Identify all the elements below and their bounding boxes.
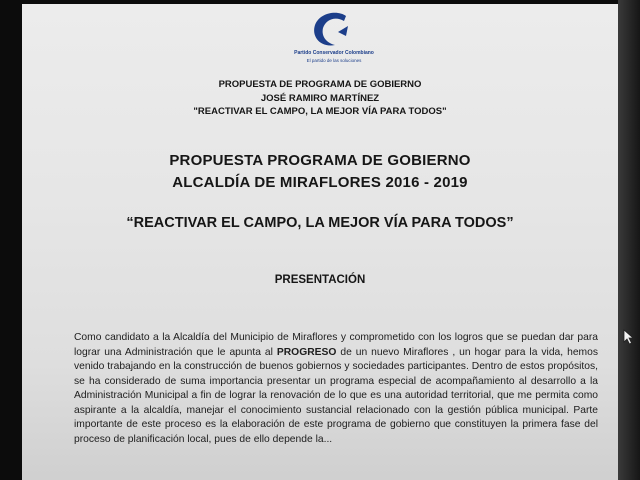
section-heading: PRESENTACIÓN	[274, 274, 366, 286]
party-name: Partido Conservador Colombiano	[294, 50, 374, 56]
party-logo	[284, 8, 384, 68]
header-line-1: PROPUESTA DE PROGRAMA DE GOBIERNO	[218, 79, 422, 90]
motto: “REACTIVAR EL CAMPO, LA MEJOR VÍA PARA TODOS”	[126, 215, 514, 231]
body-text-part-2: de un nuevo Miraflores , un hogar para la vida, hemos venido trabajando en la construcción de buenos gobiernos y sociedades participantes. Dentro de estos propósitos, se ha considerado de suma importancia presentar un programa especial de acompañamiento al desarrollo a la Administración Municipal a fin de lograr la renovación de lo que es una autoridad territorial, que me permita como aspirante a la alcaldía, manejar el conocimiento sustancial relacionado con la gestión pública municipal. Parte importante de este proceso es la elaboración de este programa de gobierno que constituyen la primera fase del proceso de planificación local, pues de ello depende la...	[74, 346, 598, 445]
title-line-2: ALCALDÍA DE MIRAFLORES 2016 - 2019	[172, 174, 468, 191]
header-line-3: "REACTIVAR EL CAMPO, LA MEJOR VÍA PARA TODOS"	[193, 106, 447, 117]
mouse-pointer-icon	[623, 329, 635, 345]
conservative-party-c-logo-icon	[308, 10, 352, 50]
body-text-emphasis: PROGRESO	[276, 346, 337, 358]
body-text-part-1: Como candidato a la Alcaldía del Municipio de Miraflores y comprometido con los logros que se puedan dar para lograr una Administración que le apunta al	[74, 332, 598, 358]
body-paragraph	[74, 331, 598, 447]
header-line-2: JOSÉ RAMIRO MARTÍNEZ	[260, 93, 380, 104]
party-slogan: El partido de las soluciones	[306, 58, 362, 63]
title-line-1: PROPUESTA PROGRAMA DE GOBIERNO	[169, 152, 471, 169]
screen-bezel	[618, 0, 640, 480]
